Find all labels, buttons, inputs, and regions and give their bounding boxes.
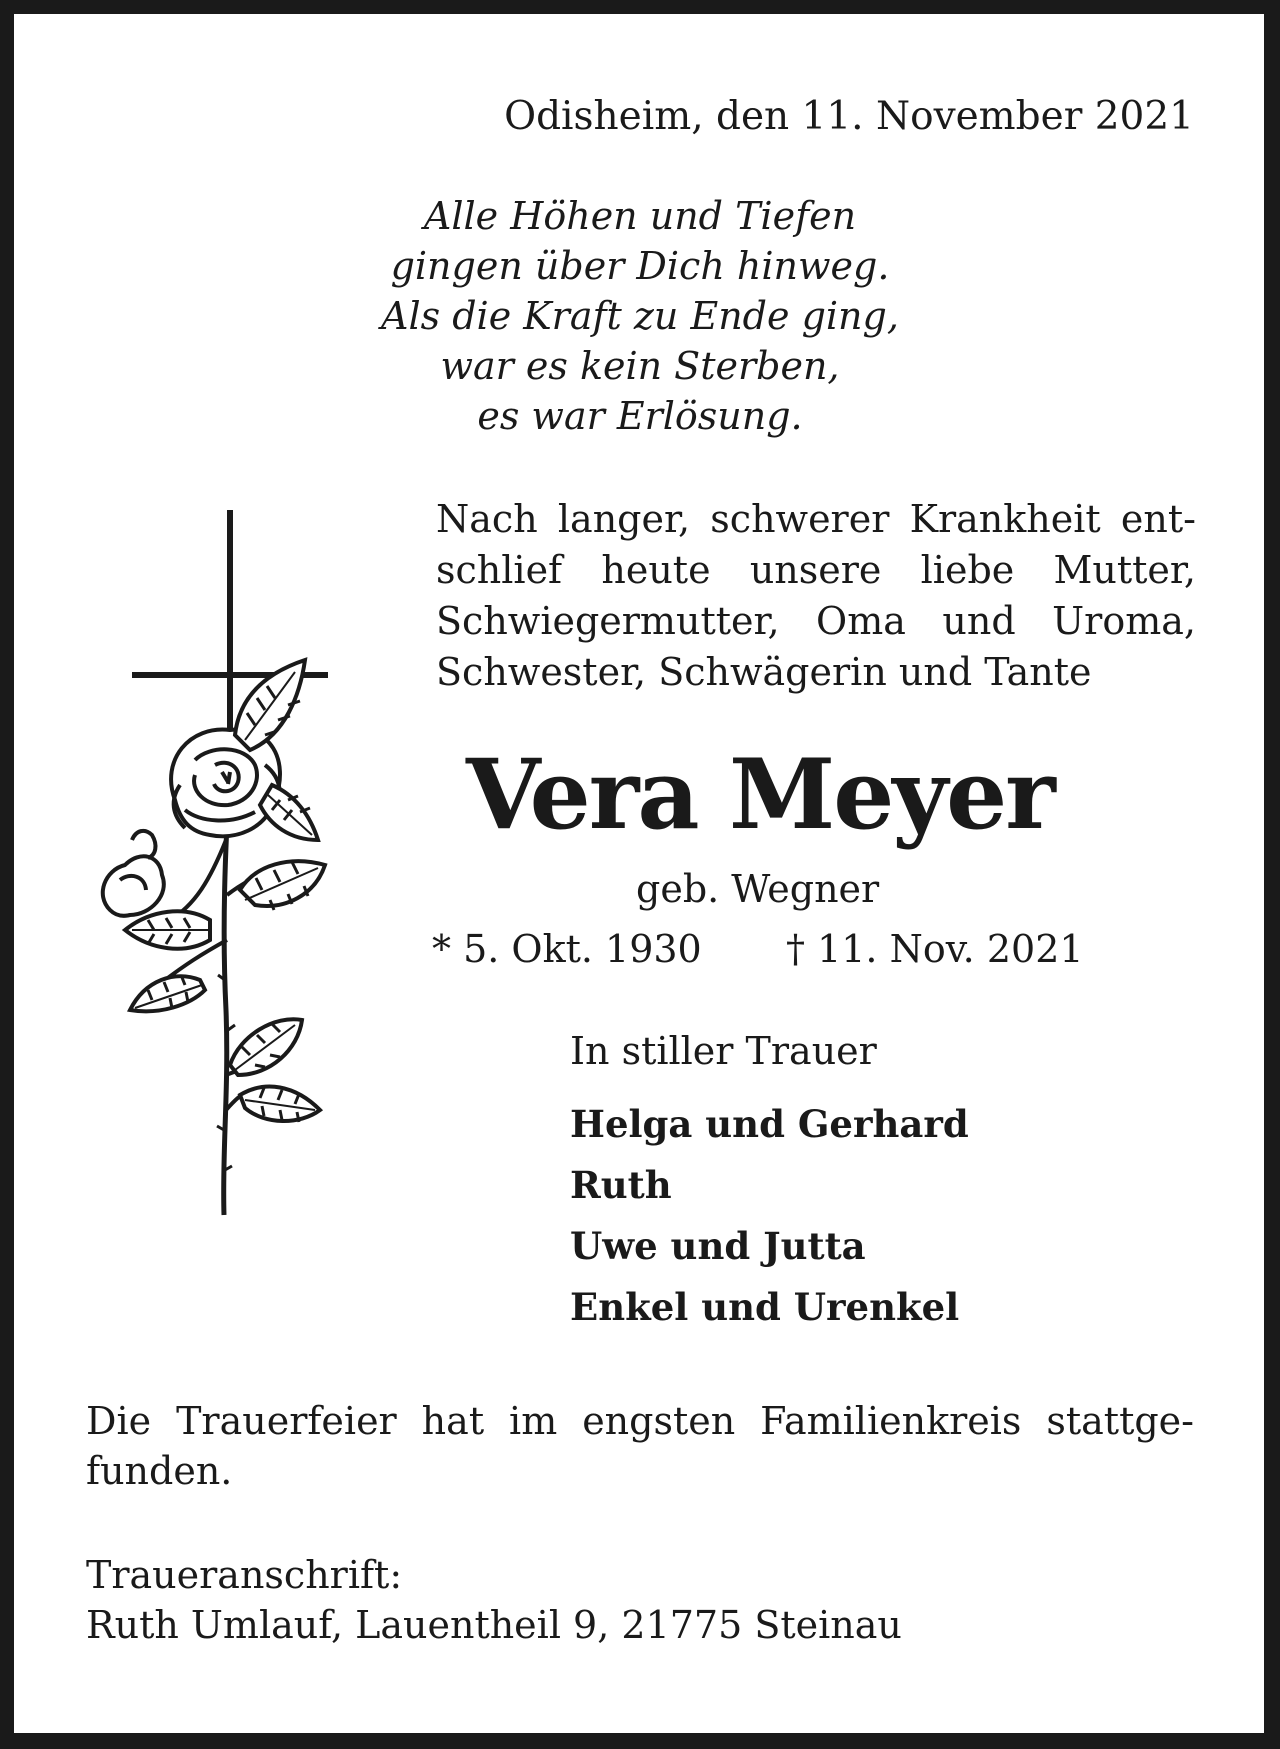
family-member: Enkel und Urenkel [570,1285,960,1329]
verse-line: war es kein Sterben, [440,344,840,388]
verse-line: Alle Höhen und Tiefen [423,194,857,238]
announcement-line: Schwester, Schwägerin und Tante [436,650,1092,694]
announcement-line: Schwiegermutter, Oma und Uroma, [436,599,1196,643]
ceremony-note [86,1396,1194,1496]
announcement-line: schlief heute unsere liebe Mutter, [436,548,1196,592]
family-member: Uwe und Jutta [570,1224,866,1268]
deceased-name: Vera Meyer [466,738,1054,851]
verse-line: es war Erlösung. [477,394,803,438]
death-date: † 11. Nov. 2021 [786,927,1084,971]
birth-date: * 5. Okt. 1930 [432,927,702,971]
memorial-verse [340,191,940,441]
announcement-line: Nach langer, schwerer Krankheit ent- [436,497,1196,541]
ceremony-line: funden. [86,1449,233,1493]
mourning-address [86,1550,902,1650]
birth-name: geb. Wegner [636,867,880,911]
mourning-line: In stiller Trauer [570,1029,877,1073]
cross-with-rose-icon [90,510,340,1220]
ceremony-line: Die Trauerfeier hat im engsten Familienkreis stattge- [86,1399,1194,1443]
verse-line: Als die Kraft zu Ende ging, [381,294,899,338]
family-member: Helga und Gerhard [570,1102,969,1146]
address-text: Ruth Umlauf, Lauentheil 9, 21775 Steinau [86,1603,902,1647]
verse-line: gingen über Dich hinweg. [390,244,890,288]
announcement-text [436,494,1196,698]
family-member: Ruth [570,1163,672,1207]
date-line: Odisheim, den 11. November 2021 [504,94,1194,139]
address-label: Traueranschrift: [86,1553,403,1597]
family-list [570,1094,969,1338]
